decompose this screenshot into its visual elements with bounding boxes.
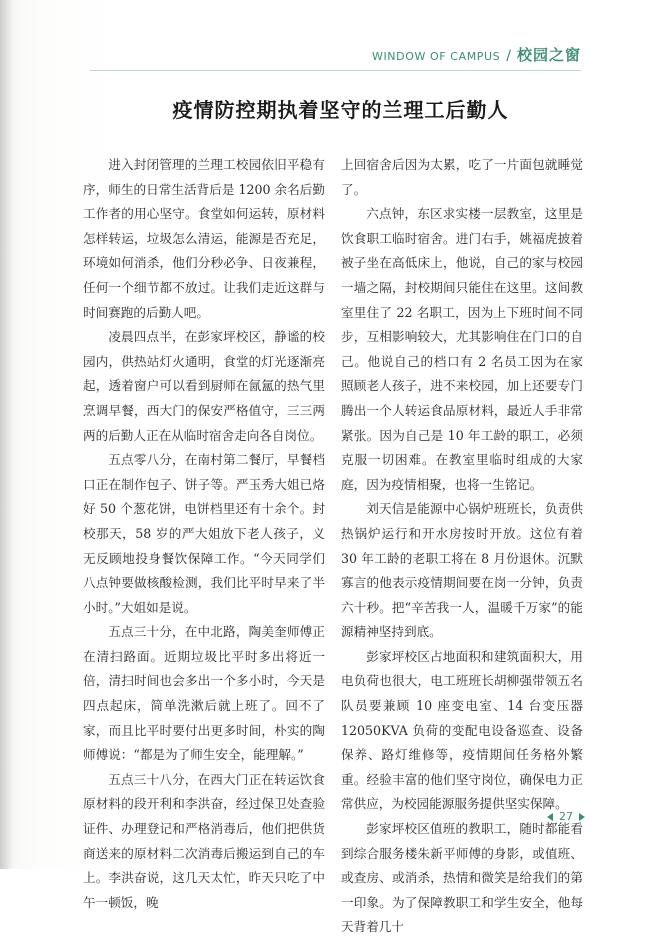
page-number-text: 27 [559, 810, 573, 823]
binding-shadow [0, 0, 14, 869]
triangle-right-icon [579, 813, 585, 821]
paragraph: 五点三十八分，在西大门正在转运饮食原材料的段开利和李洪奋，经过保卫处查验证件、办理登记和严格消毒后，他们把供货商送来的原材料二次消毒后搬运到自己的车上。李洪奋说，这几天太忙，昨天只吃了中午一顿饭，晚 [83, 771, 325, 910]
left-column [83, 153, 325, 910]
paragraph: 刘天信是能源中心锅炉班班长，负责供热锅炉运行和开水房按时开放。这位有着 30 年工龄的老职工将在 8 月份退休。沉默寡言的他表示疫情期间要在岗一分钟，负责六十秒。把“辛苦我一人，温暖千万家”的能源精神坚持到底。 [341, 501, 583, 640]
paragraph: 彭家坪校区值班的教职工，随时都能看到综合服务楼朱新平师傅的身影，或值班、或查房、或消杀，热情和微笑是给我们的第一印象。为了保障教职工和学生安全，他每天背着几十 [341, 821, 583, 935]
section-header-slash: / [506, 48, 511, 64]
paragraph: 五点零八分，在南村第二餐厅，早餐档口正在制作包子、饼子等。严玉秀大姐已烙好 50 个葱花饼，电饼档里还有十余个。封校那天，58 岁的严大姐放下老人孩子，义无反顾地投身餐饮保障工作。“今天同学们八点钟要做核酸检测，我们比平时早来了半小时。”大姐如是说。 [83, 452, 325, 615]
article-title: 疫情防控期执着坚守的兰理工后勤人 [172, 98, 509, 122]
paragraph: 彭家坪校区占地面积和建筑面积大，用电负荷也很大，电工班班长胡柳强带领五名队员要兼顾 10 座变电室、14 台变压器 12050KVA 负荷的变配电设备巡查、设备保养、路灯维修等，疫情期间任务格外繁重。经验丰富的他们坚守岗位，确保电力正常供应，为校园能源服务提供坚实保障。 [341, 648, 583, 812]
section-header-english: WINDOW OF CAMPUS [371, 50, 501, 63]
section-header [372, 44, 581, 65]
paragraph: 进入封闭管理的兰理工校园依旧平稳有序，师生的日常生活背后是 1200 余名后勤工作者的用心坚守。食堂如何运转，原材料怎样转运，垃圾怎么清运，能源是否充足，环境如何消杀，他们分秒必争、日夜兼程，任何一个细节都不放过。让我们走近这群与时间赛跑的后勤人吧。 [83, 157, 325, 320]
page-number [547, 810, 585, 823]
section-header-chinese: 校园之窗 [516, 46, 581, 64]
header-divider [90, 70, 581, 71]
triangle-left-icon [547, 813, 553, 821]
paragraph-continuation: 上回宿舍后因为太累，吃了一片面包就睡觉了。 [341, 157, 583, 197]
paragraph: 六点钟，东区求实楼一层教室，这里是饮食职工临时宿舍。进门右手，姚福虎披着被子坐在高低床上，他说，自己的家与校园一墙之隔，封校期间只能住在这里。这间教室里住了 22 名职工，因为上下班时间不同步，互相影响较大，尤其影响住在门口的自己。他说自己的档口有 2 名员工因为在家照顾老人孩子，进不来校园，加上还要专门腾出一个人转运食品原材料，最近人手非常紧张。因为自己是 10 年工龄的职工，必须克服一切困难。在教室里临时组成的大家庭，因为疫情相聚，也将一生铭记。 [341, 206, 583, 492]
paragraph: 五点三十分，在中北路，陶美奎师傅正在清扫路面。近期垃圾比平时多出将近一倍，清扫时间也会多出一个多小时，今天是四点起床，简单洗漱后就上班了。回不了家，而且比平时要付出更多时间，朴实的陶师傅说：“都是为了师生安全，能理解。” [83, 624, 325, 763]
paragraph: 凌晨四点半，在彭家坪校区，静谧的校园内，供热站灯火通明，食堂的灯光逐渐亮起，透着窗户可以看到厨师在氤氲的热气里烹调早餐，西大门的保安严格值守，三三两两的后勤人正在从临时宿舍走向各自岗位。 [83, 329, 325, 443]
